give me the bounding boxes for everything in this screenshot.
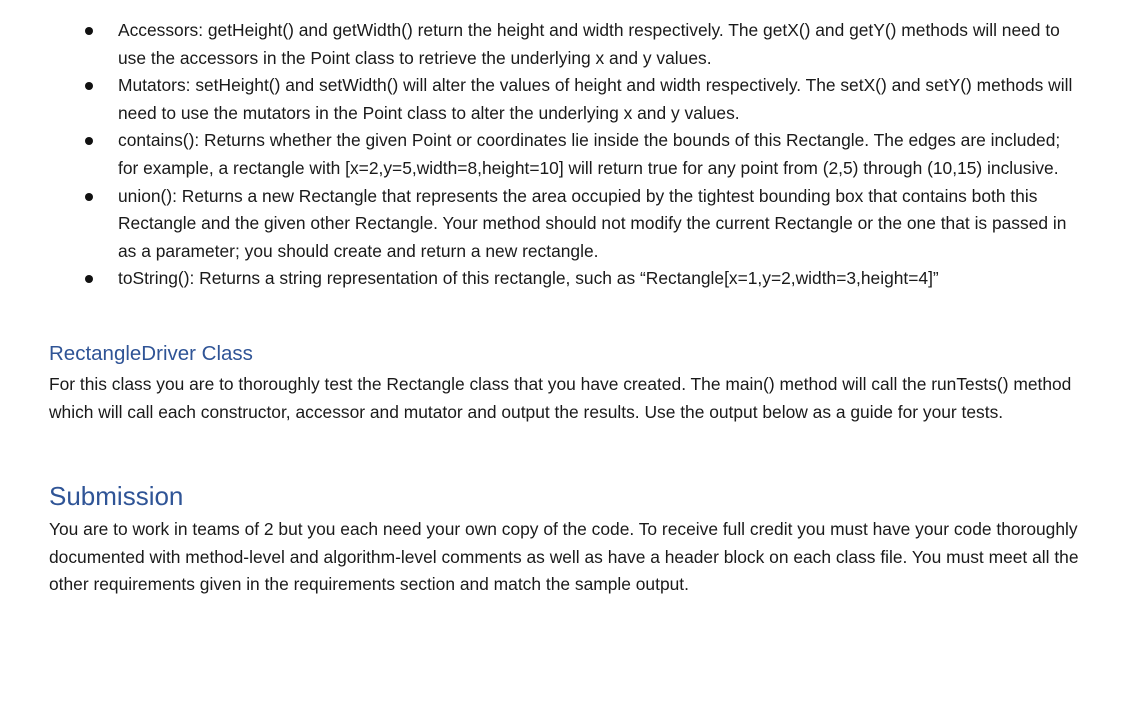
bullet-text: toString(): Returns a string representation of this rectangle, such as “Rectangle[x=1,y=2,width=3,height=4]” [118, 268, 939, 289]
bullet-item-mutators [0, 72, 1130, 127]
bullet-item-contains [0, 127, 1130, 182]
bullet-item-union [0, 183, 1130, 266]
bullet-icon [85, 275, 93, 283]
bullet-text: Accessors: getHeight() and getWidth() return the height and width respectively. The getX() and getY() methods will need to use the accessors in the Point class to retrieve the underlying x and y values. [118, 20, 1060, 68]
driver-class-paragraph: For this class you are to thoroughly test the Rectangle class that you have created. The main() method will call the runTests() method which will call each constructor, accessor and mutator and output the results. Use the output below as a guide for your tests. [49, 374, 1072, 422]
submission-heading: Submission [49, 481, 184, 511]
bullet-item-accessors [0, 17, 1130, 72]
bullet-item-tostring [0, 265, 1130, 293]
submission-paragraph: You are to work in teams of 2 but you each need your own copy of the code. To receive full credit you must have your code thoroughly documented with method-level and algorithm-level comments as well as have a header block on each class file. You must meet all the other requirements given in the requirements section and match the sample output. [49, 519, 1079, 595]
bullet-icon [85, 193, 93, 201]
bullet-icon [85, 27, 93, 35]
method-bullet-list [0, 17, 1130, 293]
bullet-icon [85, 82, 93, 90]
bullet-icon [85, 137, 93, 145]
bullet-text: contains(): Returns whether the given Point or coordinates lie inside the bounds of this Rectangle. The edges are included; for example, a rectangle with [x=2,y=5,width=8,height=10] will return true for any point from (2,5) through (10,15) inclusive. [118, 130, 1061, 178]
bullet-text: Mutators: setHeight() and setWidth() will alter the values of height and width respectively. The setX() and setY() methods will need to use the mutators in the Point class to alter the underlying x and y values. [118, 75, 1073, 123]
driver-class-heading: RectangleDriver Class [49, 342, 253, 365]
bullet-text: union(): Returns a new Rectangle that represents the area occupied by the tightest bounding box that contains both this Rectangle and the given other Rectangle. Your method should not modify the current Rectangle or the one that is passed in as a parameter; you should create and return a new rectangle. [118, 185, 1067, 261]
